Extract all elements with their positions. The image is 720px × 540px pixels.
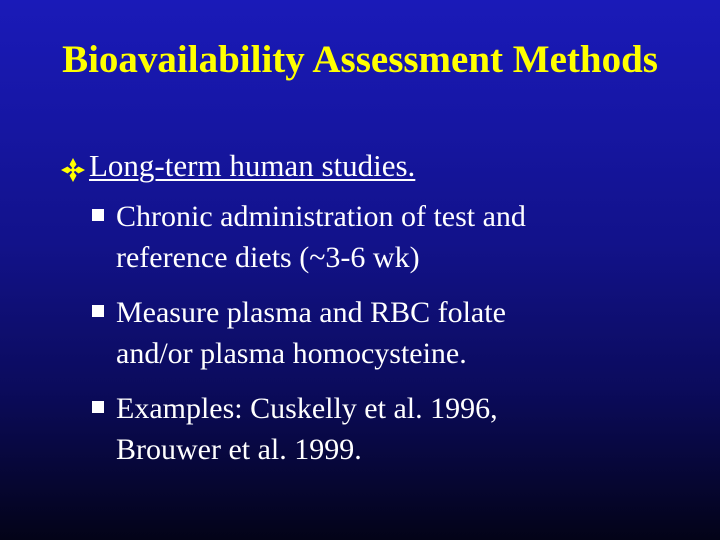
- sub-bullet-line: reference diets (~3-6 wk): [116, 241, 420, 274]
- sub-bullet: [92, 292, 692, 374]
- sub-bullet-line: Brouwer et al. 1999.: [116, 433, 362, 466]
- sub-bullet-line: Chronic administration of test and: [116, 200, 526, 233]
- sub-bullet: [92, 196, 692, 278]
- square-bullet-icon: [92, 401, 104, 413]
- main-bullet-text: Long-term human studies.: [89, 148, 416, 183]
- diamond-clover-icon: [60, 153, 86, 179]
- sub-bullet-line: and/or plasma homocysteine.: [116, 337, 467, 370]
- sub-bullet-line: Measure plasma and RBC folate: [116, 296, 506, 329]
- main-bullet: [58, 146, 415, 186]
- sub-bullet: [92, 388, 692, 470]
- square-bullet-icon: [92, 209, 104, 221]
- slide-title: Bioavailability Assessment Methods: [62, 38, 658, 81]
- sub-bullet-line: Examples: Cuskelly et al. 1996,: [116, 392, 498, 425]
- square-bullet-icon: [92, 305, 104, 317]
